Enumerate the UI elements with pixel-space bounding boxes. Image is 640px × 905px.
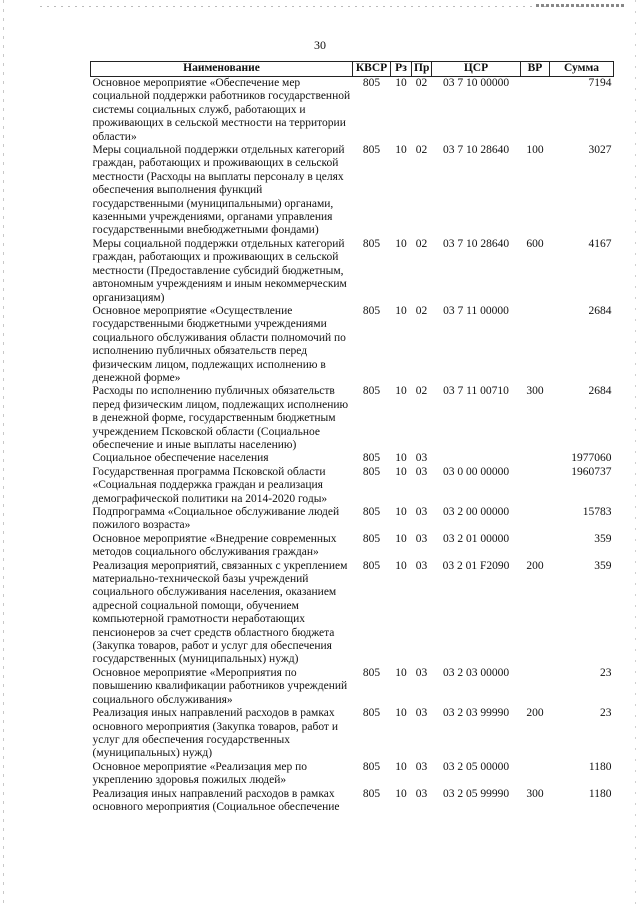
row-csr: 03 2 05 99990 — [442, 787, 510, 800]
table-row — [91, 305, 614, 385]
row-vr — [521, 77, 550, 145]
row-vr: 300 — [526, 787, 544, 800]
row-pr: 02 — [415, 144, 428, 157]
row-csr: 03 2 01 00000 — [442, 532, 510, 545]
row-kvsr: 805 — [362, 304, 381, 317]
row-rz: 10 — [395, 304, 407, 317]
row-kvsr: 805 — [362, 465, 381, 478]
scan-edge-top — [40, 6, 600, 7]
row-vr — [521, 667, 550, 707]
row-vr: 100 — [526, 144, 544, 157]
row-kvsr: 805 — [362, 787, 381, 800]
row-pr: 03 — [415, 506, 428, 518]
table-row — [91, 560, 614, 667]
row-name: Подпрограмма «Социальное обслуживание людей пожилого возраста» — [92, 506, 340, 532]
row-rz: 10 — [395, 760, 407, 773]
header-csr: ЦСР — [432, 62, 521, 77]
row-rz: 10 — [395, 237, 407, 250]
row-rz: 10 — [395, 506, 407, 518]
row-vr: 600 — [526, 237, 544, 250]
row-kvsr: 805 — [362, 760, 381, 773]
row-sum: 15783 — [582, 506, 612, 518]
row-vr: 200 — [526, 559, 544, 572]
table-header-row — [91, 62, 614, 77]
row-name: Меры социальной поддержки отдельных категорий граждан, работающих и проживающих в сельской местности (Предоставление субсидий бюджетным, автономным учреждениям и иным некоммерческим организациям) — [92, 237, 347, 304]
row-vr: 200 — [526, 707, 544, 720]
row-rz: 10 — [395, 559, 407, 572]
row-vr — [521, 452, 550, 465]
scan-edge-right — [635, 0, 636, 905]
row-csr: 03 7 10 28640 — [442, 237, 510, 250]
row-rz: 10 — [395, 144, 407, 157]
row-rz: 10 — [395, 77, 407, 89]
row-rz: 10 — [395, 666, 407, 679]
row-name: Меры социальной поддержки отдельных категорий граждан, работающих и проживающих в сельской местности (Расходы на выплаты персоналу в целях обеспечения выполнения функций государственными (муниципальными) органами, казенными учреждениями, органами управления государственными внебюджетными фондами) — [92, 144, 345, 237]
row-rz: 10 — [395, 707, 407, 720]
row-kvsr: 805 — [362, 144, 381, 157]
row-name: Основное мероприятие «Мероприятия по повышению квалификации работников учреждений социального обслуживания» — [92, 666, 348, 706]
table-row — [91, 506, 614, 533]
row-name: Основное мероприятие «Обеспечение мер социальной поддержки работников государственной системы социальных служб, работающих и проживающих в сельской местности на территории области» — [92, 77, 351, 143]
row-rz: 10 — [395, 465, 407, 478]
row-kvsr: 805 — [362, 77, 381, 89]
row-csr: 03 0 00 00000 — [442, 465, 510, 478]
row-rz: 10 — [395, 452, 407, 465]
row-csr: 03 2 01 F2090 — [442, 559, 510, 572]
header-kvsr: КВСР — [353, 62, 391, 77]
row-name: Основное мероприятие «Внедрение современных методов социального обслуживания граждан» — [92, 532, 337, 559]
row-sum: 1180 — [588, 787, 612, 800]
table-row — [91, 466, 614, 506]
row-name: Социальное обеспечение населения — [92, 452, 269, 465]
row-rz: 10 — [395, 787, 407, 800]
row-name: Реализация иных направлений расходов в рамках основного мероприятия (Закупка товаров, работ и услуг для обеспечения государственных (муниципальных) нужд) — [92, 707, 338, 760]
row-pr: 02 — [415, 77, 428, 89]
header-vr: ВР — [521, 62, 550, 77]
row-name: Основное мероприятие «Реализация мер по укреплению здоровья пожилых людей» — [92, 760, 308, 787]
row-name: Государственная программа Псковской области «Социальная поддержка граждан и реализация демографической политики на 2014-2020 годы» — [92, 465, 328, 505]
row-pr: 03 — [415, 760, 428, 773]
row-pr: 03 — [415, 707, 428, 720]
header-pr: Пр — [412, 62, 432, 77]
row-kvsr: 805 — [362, 506, 381, 518]
row-csr: 03 7 11 00000 — [443, 304, 509, 317]
row-pr: 03 — [415, 666, 428, 679]
row-pr: 02 — [415, 385, 428, 398]
table-row — [91, 667, 614, 707]
row-kvsr: 805 — [362, 385, 381, 398]
row-sum: 1180 — [588, 760, 612, 773]
table-row — [91, 707, 614, 761]
table-row — [91, 533, 614, 560]
row-pr: 03 — [415, 465, 428, 478]
table-row — [91, 761, 614, 788]
row-sum: 23 — [600, 666, 612, 679]
scan-mark-top-right — [536, 4, 626, 7]
table-row — [91, 385, 614, 452]
table-row — [91, 144, 614, 238]
row-sum: 3027 — [588, 144, 612, 157]
row-name: Реализация мероприятий, связанных с укреплением материально-технической базы учреждений социального обслуживания населения, оказанием адресной социальной помощи, обучением компьютерной грамотности неработающих пенсионеров за счет средств областного бюджета (Закупка товаров, работ и услуг для обеспечения государственных (муниципальных) нужд) — [92, 559, 348, 666]
row-kvsr: 805 — [362, 559, 381, 572]
row-csr: 03 7 10 28640 — [442, 144, 510, 157]
table-row — [91, 238, 614, 305]
row-csr: 03 2 03 99990 — [442, 707, 510, 720]
table-row — [91, 452, 614, 465]
page-number: 30 — [314, 38, 326, 52]
row-name: Основное мероприятие «Осуществление государственными бюджетными учреждениями социального обслуживания области полномочий по исполнению публичных обязательств перед физическим лицом, подлежащих исполнению в денежной форме» — [92, 304, 346, 384]
row-rz: 10 — [395, 385, 407, 398]
row-sum: 359 — [594, 559, 612, 572]
row-name: Реализация иных направлений расходов в рамках основного мероприятия (Социальное обеспечение — [92, 787, 340, 813]
row-pr: 02 — [415, 237, 428, 250]
table-row — [91, 77, 614, 145]
row-sum: 4167 — [588, 237, 612, 250]
row-sum: 1977060 — [571, 452, 612, 465]
row-kvsr: 805 — [362, 237, 381, 250]
row-kvsr: 805 — [362, 666, 381, 679]
header-sum: Сумма — [550, 62, 614, 77]
row-pr: 03 — [415, 787, 428, 800]
row-vr — [521, 761, 550, 788]
row-sum: 359 — [594, 532, 612, 545]
row-vr: 300 — [526, 385, 544, 398]
row-csr — [432, 452, 521, 465]
row-vr — [521, 533, 550, 560]
row-sum: 7194 — [588, 77, 612, 89]
row-csr: 03 7 11 00710 — [443, 385, 509, 398]
row-kvsr: 805 — [362, 532, 381, 545]
row-name: Расходы по исполнению публичных обязательств перед физическим лицом, подлежащих исполнению в денежной форме, государственным бюджетным учреждением Псковской области (Социальное обеспечение и иные выплаты населению) — [92, 385, 349, 451]
scan-edge-left — [3, 0, 4, 905]
budget-table — [90, 61, 614, 814]
row-csr: 03 2 03 00000 — [442, 666, 510, 679]
row-pr: 03 — [415, 559, 428, 572]
row-pr: 02 — [415, 304, 428, 317]
table-row — [91, 788, 614, 815]
row-sum: 2684 — [588, 304, 612, 317]
row-sum: 23 — [600, 707, 612, 720]
row-csr: 03 7 10 00000 — [442, 77, 510, 89]
header-rz: Рз — [391, 62, 412, 77]
row-vr — [521, 506, 550, 533]
row-kvsr: 805 — [362, 452, 381, 465]
row-kvsr: 805 — [362, 707, 381, 720]
row-pr: 03 — [415, 532, 428, 545]
row-sum: 2684 — [588, 385, 612, 398]
row-sum: 1960737 — [571, 465, 612, 478]
row-rz: 10 — [395, 532, 407, 545]
row-vr — [521, 305, 550, 385]
row-vr — [521, 466, 550, 506]
row-pr: 03 — [415, 452, 428, 465]
row-csr: 03 2 05 00000 — [442, 760, 510, 773]
header-name: Наименование — [91, 62, 353, 77]
row-csr: 03 2 00 00000 — [442, 506, 510, 518]
